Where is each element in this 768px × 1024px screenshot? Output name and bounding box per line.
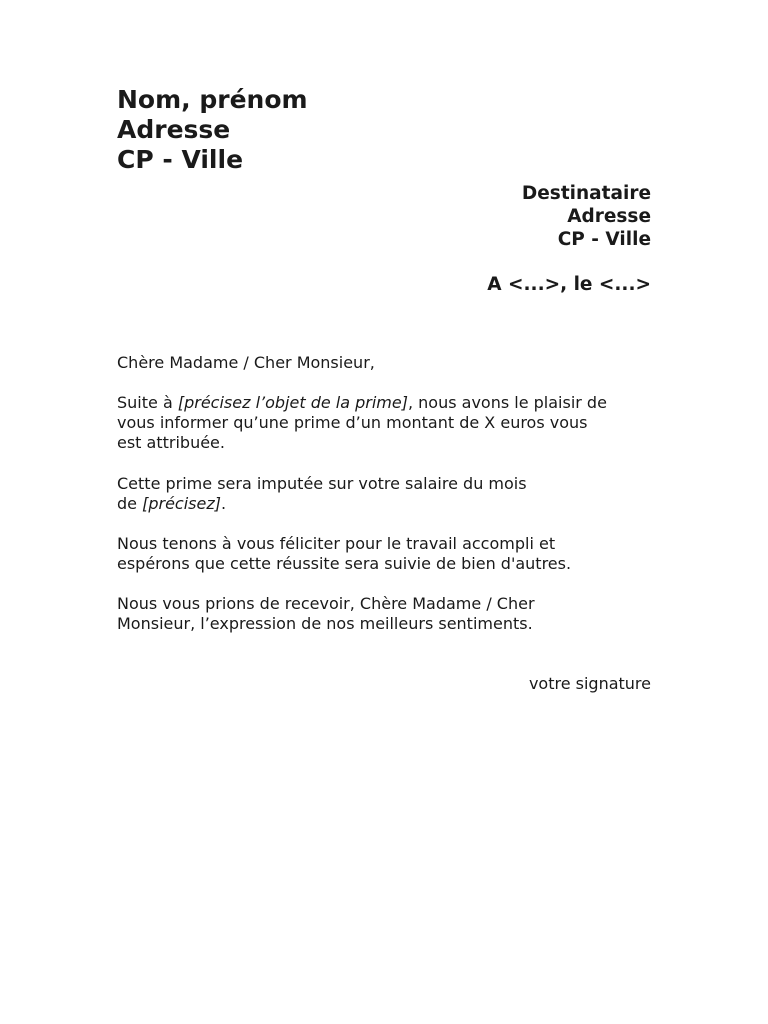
paragraph-2	[117, 474, 657, 514]
signature: votre signature	[528, 674, 651, 693]
paragraph-4-line-1: Nous vous prions de recevoir, Chère Madame / Cher	[117, 594, 535, 613]
paragraph-3-line-2: espérons que cette réussite sera suivie de bien d'autres.	[117, 554, 572, 573]
paragraph-4-line-2: Monsieur, l’expression de nos meilleurs sentiments.	[117, 614, 533, 633]
paragraph-2-line-2	[117, 494, 657, 514]
paragraph-1-line-1	[117, 393, 657, 413]
sender-name: Nom, prénom	[117, 85, 308, 114]
paragraph-1-placeholder: [précisez l’objet de la prime]	[177, 393, 408, 412]
paragraph-1	[117, 393, 657, 453]
sender-address: Adresse	[117, 115, 231, 144]
paragraph-1-line-2: vous informer qu’une prime d’un montant de X euros vous	[117, 413, 588, 432]
sender-city: CP - Ville	[117, 145, 244, 174]
paragraph-4	[117, 594, 657, 634]
recipient-address: Adresse	[567, 206, 651, 227]
paragraph-3-line-1: Nous tenons à vous féliciter pour le travail accompli et	[117, 534, 556, 553]
recipient-city: CP - Ville	[557, 229, 651, 250]
paragraph-1-before: Suite à	[117, 393, 178, 412]
paragraph-2-after: .	[220, 494, 227, 513]
paragraph-1-after: , nous avons le plaisir de	[407, 393, 607, 412]
salutation-text: Chère Madame / Cher Monsieur,	[117, 353, 375, 372]
paragraph-1-line-3: est attribuée.	[117, 433, 225, 452]
paragraph-2-placeholder: [précisez]	[142, 494, 221, 513]
salutation	[117, 353, 657, 373]
recipient-name: Destinataire	[521, 183, 651, 204]
place-date-line: A <...>, le <...>	[487, 274, 651, 295]
sender-block	[117, 85, 308, 175]
paragraph-2-before: de	[117, 494, 143, 513]
recipient-block	[522, 182, 651, 251]
paragraph-3	[117, 534, 657, 574]
paragraph-2-line-1: Cette prime sera imputée sur votre salaire du mois	[117, 474, 527, 493]
